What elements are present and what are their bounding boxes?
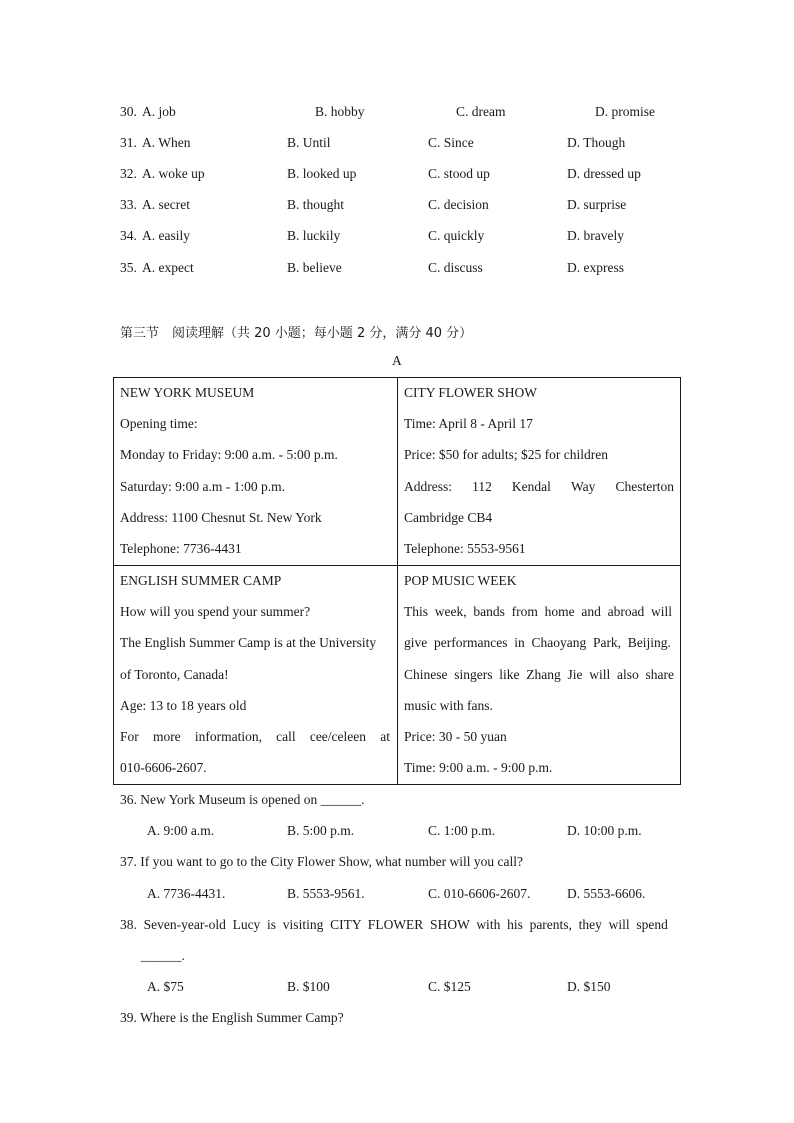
ad-line: Saturday: 9:00 a.m - 1:00 p.m. (120, 479, 285, 494)
ad-line: Time: April 8 - April 17 (404, 416, 533, 431)
option-a: A. secret (142, 197, 190, 212)
question-number: 35. (120, 260, 137, 275)
question-stem-continued: ______. (141, 948, 185, 963)
ad-line: Telephone: 7736-4431 (120, 541, 242, 556)
option-d: D. Though (567, 135, 626, 150)
ad-line: of Toronto, Canada! (120, 667, 229, 682)
question-number: 31. (120, 135, 137, 150)
option-c: C. discuss (428, 260, 483, 275)
option-a: A. job (142, 104, 176, 119)
ad-line: Chinese singers like Zhang Jie will also share (404, 667, 674, 682)
word: Chesterton (615, 479, 674, 494)
ad-address-line (404, 479, 674, 495)
option-c: C. $125 (428, 979, 471, 994)
question-stem: 38. Seven-year-old Lucy is visiting CITY FLOWER SHOW with his parents, they will spend (120, 917, 668, 932)
option-c: C. stood up (428, 166, 490, 181)
option-b: B. $100 (287, 979, 330, 994)
ad-title: ENGLISH SUMMER CAMP (120, 573, 282, 588)
word: call (276, 729, 296, 744)
option-a: A. easily (142, 228, 190, 243)
word: Kendal (511, 479, 551, 494)
ad-title: POP MUSIC WEEK (404, 573, 517, 588)
question-stem: 37. If you want to go to the City Flower Show, what number will you call? (120, 854, 523, 869)
option-d: D. bravely (567, 228, 624, 243)
option-b: B. 5553-9561. (287, 886, 365, 901)
ad-line: music with fans. (404, 698, 493, 713)
ad-line: Telephone: 5553-9561 (404, 541, 526, 556)
question-number: 30. (120, 104, 137, 119)
ad-line: The English Summer Camp is at the University (120, 635, 377, 650)
option-a: A. woke up (142, 166, 205, 181)
option-a: A. $75 (147, 979, 184, 994)
passage-label: A (392, 353, 402, 368)
ad-line: How will you spend your summer? (120, 604, 311, 619)
section-heading: 第三节 阅读理解（共 20 小题；每小题 2 分，满分 40 分） (120, 326, 473, 341)
option-c: C. 1:00 p.m. (428, 823, 496, 838)
option-c: C. 010-6606-2607. (428, 886, 531, 901)
ad-line: Price: 30 - 50 yuan (404, 729, 507, 744)
option-c: C. decision (428, 197, 489, 212)
ad-line: Time: 9:00 a.m. - 9:00 p.m. (404, 760, 553, 775)
option-a: A. 7736-4431. (147, 886, 226, 901)
option-a: A. When (142, 135, 191, 150)
ad-line: Opening time: (120, 416, 198, 431)
option-a: A. expect (142, 260, 194, 275)
option-b: B. believe (287, 260, 342, 275)
option-c: C. dream (456, 104, 506, 119)
ad-title: NEW YORK MUSEUM (120, 385, 255, 400)
option-b: B. thought (287, 197, 345, 212)
option-d: D. 10:00 p.m. (567, 823, 642, 838)
option-b: B. looked up (287, 166, 357, 181)
option-b: B. hobby (315, 104, 365, 119)
ad-line: Price: $50 for adults; $25 for children (404, 447, 608, 462)
ad-line: 010-6606-2607. (120, 760, 207, 775)
question-stem: 39. Where is the English Summer Camp? (120, 1010, 344, 1025)
ad-cell-flower (397, 378, 681, 566)
ad-line: Address: 1100 Chesnut St. New York (120, 510, 322, 525)
word: at (380, 729, 390, 744)
option-c: C. quickly (428, 228, 485, 243)
option-d: D. express (567, 260, 624, 275)
question-number: 32. (120, 166, 137, 181)
ad-title: CITY FLOWER SHOW (404, 385, 537, 400)
ad-line: Monday to Friday: 9:00 a.m. - 5:00 p.m. (120, 447, 338, 462)
ad-cell-museum (114, 378, 398, 566)
word: cee/celeen (309, 729, 367, 744)
option-d: D. dressed up (567, 166, 641, 181)
option-d: D. 5553-6606. (567, 886, 646, 901)
question-number: 34. (120, 228, 137, 243)
ad-info-line (120, 729, 390, 745)
word: For (120, 729, 139, 744)
ad-line: Cambridge CB4 (404, 510, 493, 525)
option-d: D. promise (595, 104, 655, 119)
question-stem: 36. New York Museum is opened on ______. (120, 792, 365, 807)
word: more (152, 729, 181, 744)
word: 112 (472, 479, 492, 494)
option-b: B. Until (287, 135, 331, 150)
option-d: D. surprise (567, 197, 627, 212)
ad-line: Age: 13 to 18 years old (120, 698, 247, 713)
question-number: 33. (120, 197, 137, 212)
word: Way (570, 479, 596, 494)
word: information, (194, 729, 262, 744)
option-b: B. luckily (287, 228, 341, 243)
option-d: D. $150 (567, 979, 611, 994)
ad-line: give performances in Chaoyang Park, Beijing. (404, 635, 671, 650)
option-b: B. 5:00 p.m. (287, 823, 355, 838)
ad-line: This week, bands from home and abroad will (404, 604, 673, 619)
word: Address: (404, 479, 452, 494)
option-c: C. Since (428, 135, 474, 150)
option-a: A. 9:00 a.m. (147, 823, 215, 838)
